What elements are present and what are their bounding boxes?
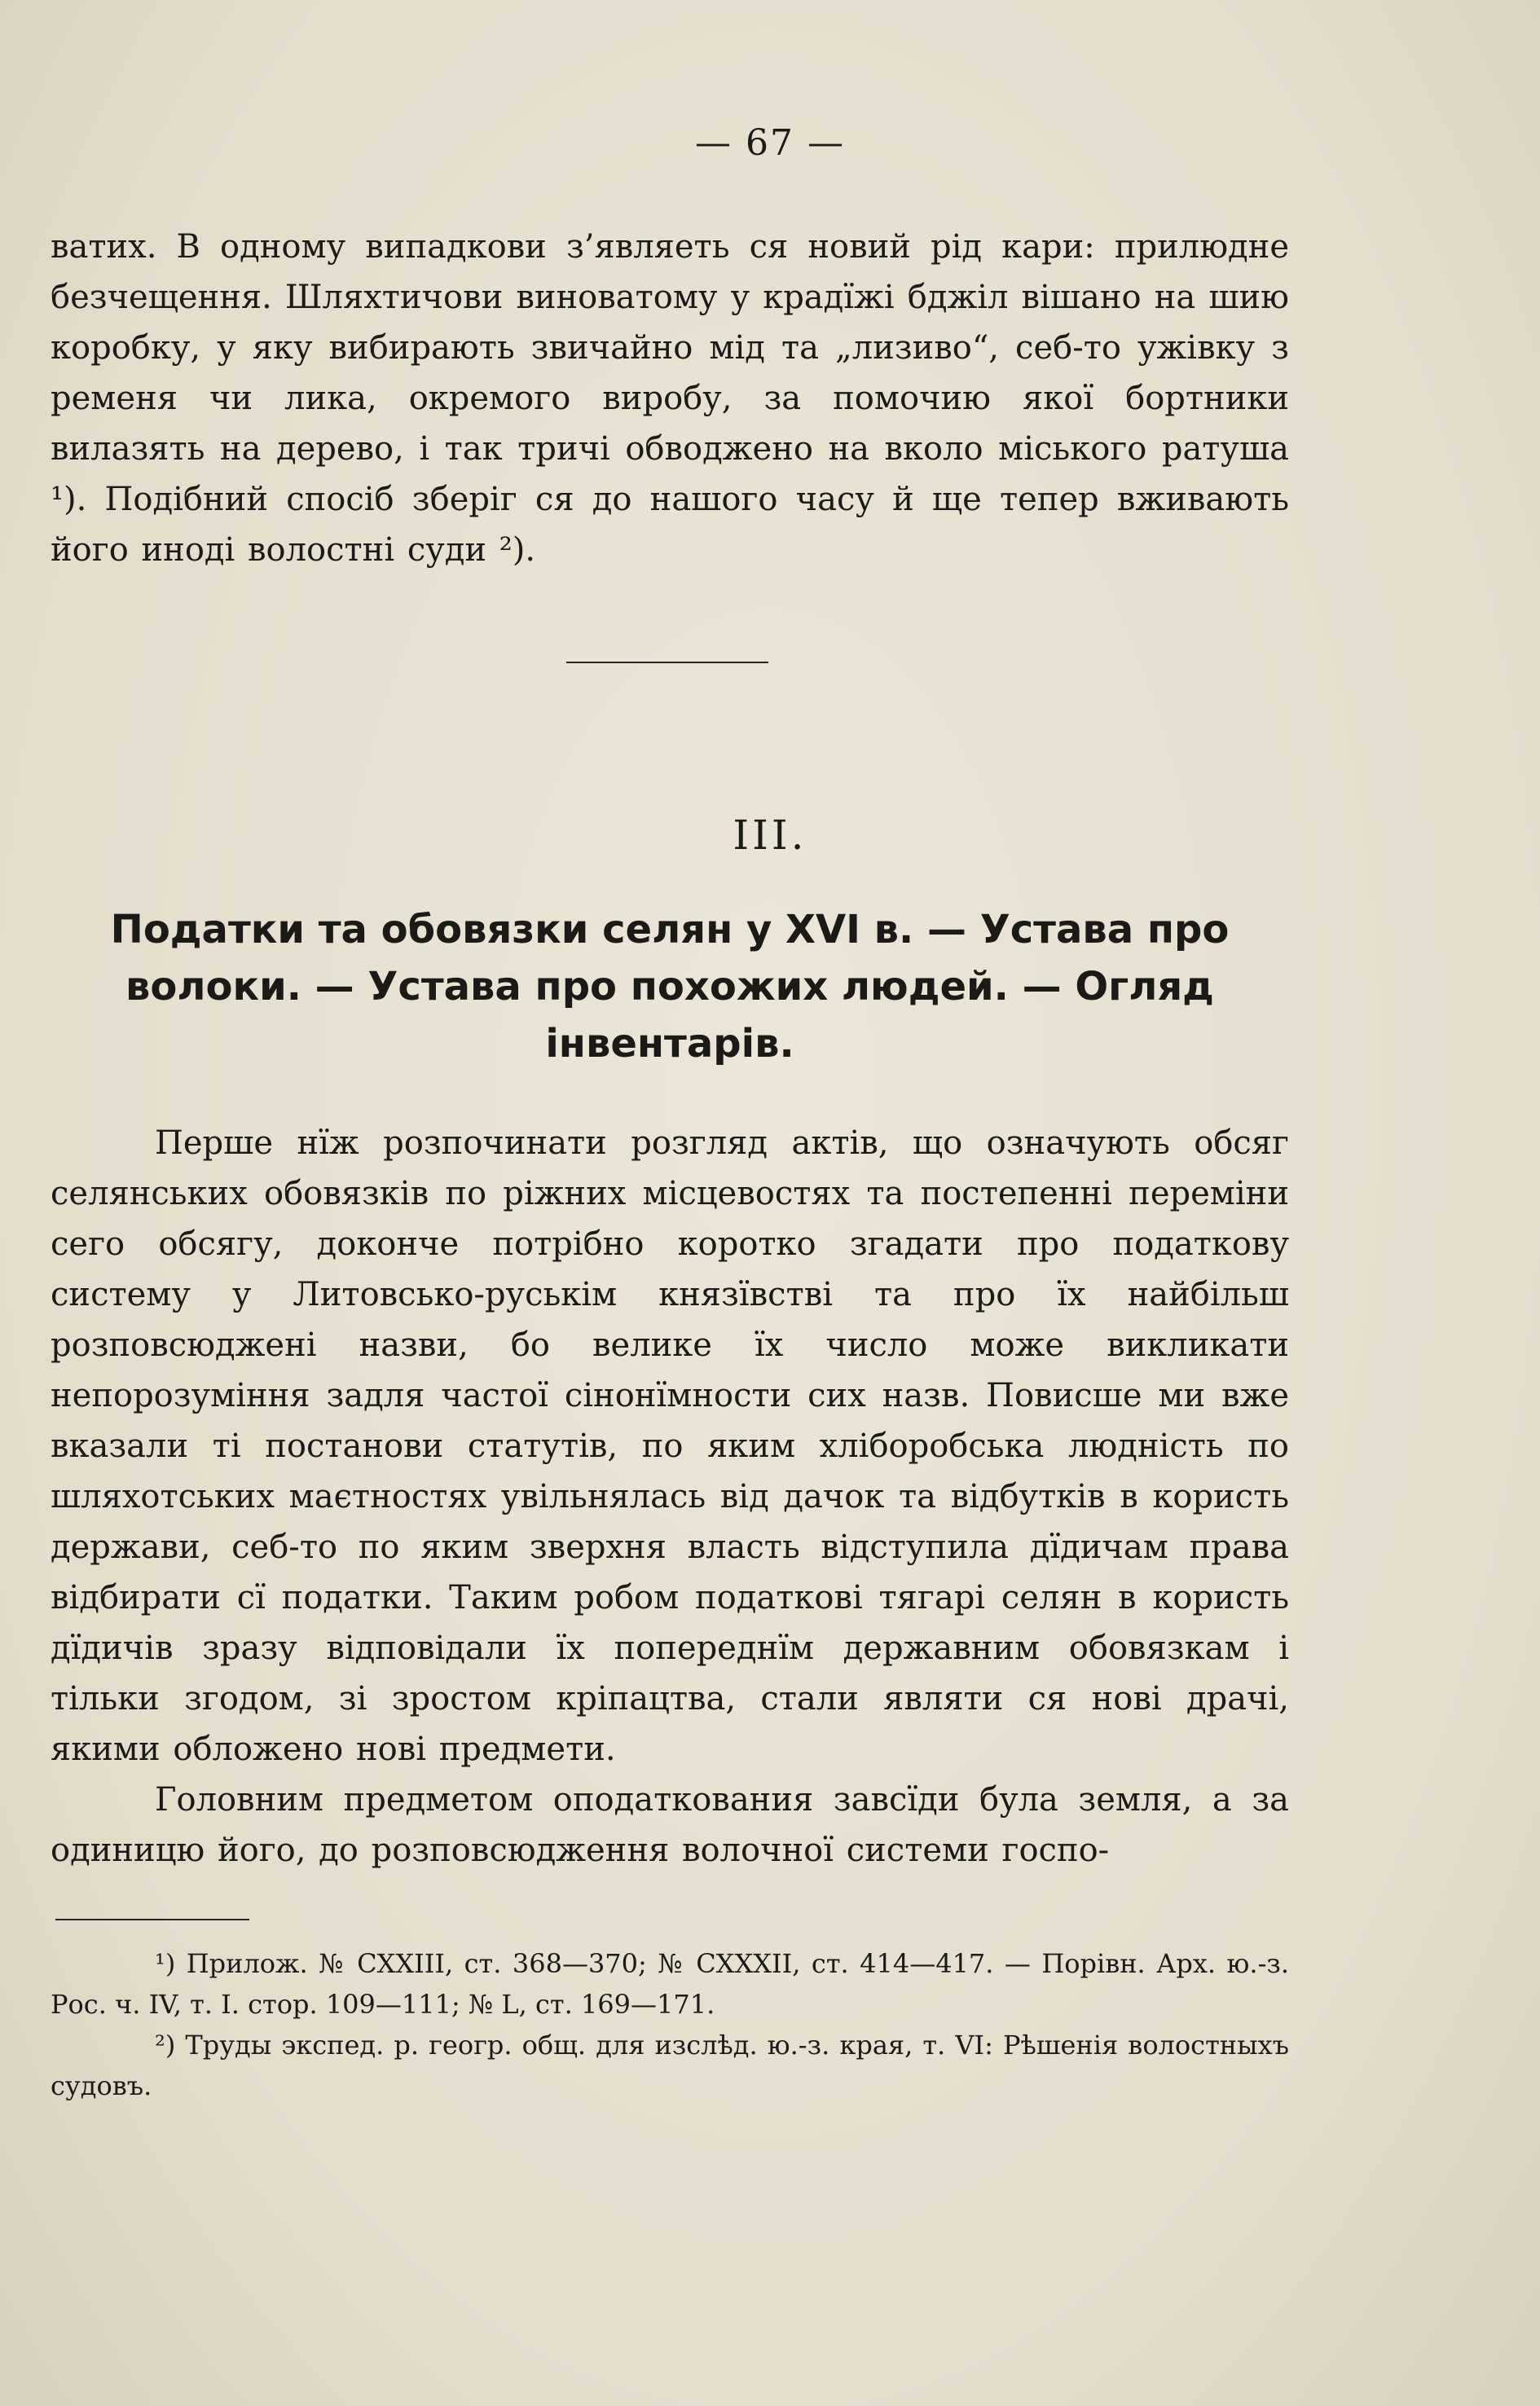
section-number: III. <box>733 812 807 859</box>
section-divider <box>566 662 768 663</box>
footnotes <box>51 1943 1289 2106</box>
footnote-1: ¹) Прилож. № CXXIII, ст. 368—370; № CXXXII, ст. 414—417. — Порівн. Арх. ю.-з. Рос. ч. IV, т. I. стор. 109—111; № L, ст. 169—171. <box>51 1948 1289 2020</box>
body-text-block <box>51 1118 1289 1876</box>
footnote-2: ²) Труды экспед. р. геогр. общ. для изслѣд. ю.-з. края, т. VI: Рѣшенія волостныхъ судовъ. <box>51 2030 1289 2101</box>
footnote-divider <box>55 1919 249 1920</box>
section-heading: Податки та обовязки селян у XVI в. — Устава про волоки. — Устава про похожих людей. — Огляд інвентарів. <box>110 907 1230 1067</box>
top-text-block <box>51 222 1289 575</box>
body-paragraph-1: Перше нїж розпочинати розгляд актів, що означують обсяг селянських обовязків по ріжних місцевостях та постепенні переміни сего обсягу, доконче потрібно коротко згадати про податкову систему у Литовсько-руськім князївстві та про їх найбільш розповсюджені назви, бо велике їх число може викликати непорозуміння задля частої сінонїмности сих назв. Повисше ми вже вказали ті постанови статутів, по яким хліборобська людність по шляхотських маєтностях увільнялась від дачок та відбутків в користь держави, себ-то по яким зверхня власть відступила дїдичам права відбирати сї податки. Таким робом податкові тягарі селян в користь дїдичів зразу відповідали їх попереднїм державним обовязкам і тільки згодом, зі зростом кріпацтва, стали являти ся нові драчі, якими обложено нові предмети. <box>51 1124 1289 1768</box>
body-paragraph-2: Головним предметом оподаткования завсїди була земля, а за одиницю його, до розповсюдження волочної системи госпо- <box>51 1781 1289 1869</box>
continued-paragraph: ватих. В одному випадкови з’являеть ся новий рід кари: прилюдне безчещення. Шляхтичови виноватому у крадїжі бджіл вішано на шию коробку, у яку вибирають звичайно мід та „лизиво“, себ-то ужівку з ременя чи лика, окремого виробу, за помочию якої бортники вилазять на дерево, і так тричі обводжено на вколо міського ратуша ¹). Подібний спосіб зберіг ся до нашого часу й ще тепер вживають його иноді волостні суди ²). <box>51 228 1289 569</box>
page-number: — 67 — <box>695 122 845 164</box>
